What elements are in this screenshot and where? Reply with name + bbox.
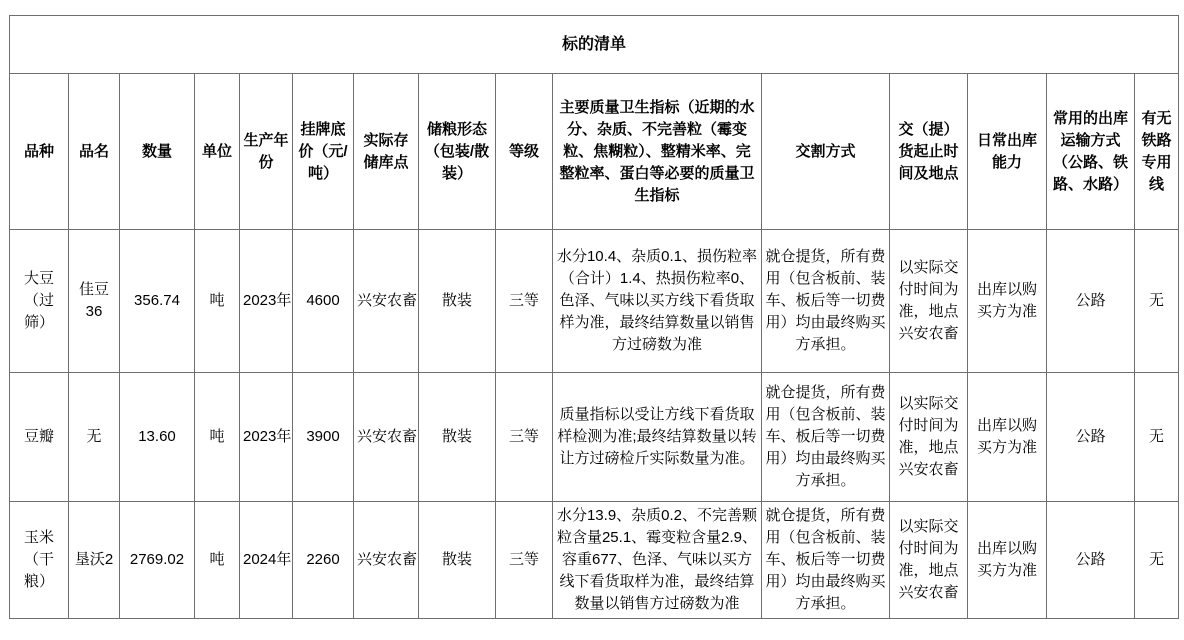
cell-unit: 吨 (195, 502, 240, 619)
col-header-railway-line: 有无铁路专用线 (1135, 74, 1179, 230)
cell-quantity: 356.74 (120, 230, 195, 373)
cell-variety: 豆瓣 (10, 373, 69, 502)
col-header-production-year: 生产年份 (240, 74, 293, 230)
cell-daily-outbound-capacity: 出库以购买方为准 (968, 230, 1047, 373)
cell-transport-method: 公路 (1047, 230, 1135, 373)
cell-production-year: 2023年 (240, 230, 293, 373)
cell-product-name: 佳豆36 (69, 230, 120, 373)
col-header-product-name: 品名 (69, 74, 120, 230)
cell-transport-method: 公路 (1047, 373, 1135, 502)
cell-production-year: 2024年 (240, 502, 293, 619)
col-header-grade: 等级 (496, 74, 553, 230)
col-header-unit: 单位 (195, 74, 240, 230)
cell-daily-outbound-capacity: 出库以购买方为准 (968, 502, 1047, 619)
cell-grade: 三等 (496, 502, 553, 619)
cell-pickup-time-location: 以实际交付时间为准，地点兴安农畜 (890, 502, 968, 619)
cell-delivery-method: 就仓提货，所有费用（包含板前、装车、板后等一切费用）均由最终购买方承担。 (762, 502, 890, 619)
cell-variety: 大豆（过筛） (10, 230, 69, 373)
cell-quantity: 13.60 (120, 373, 195, 502)
cell-product-name: 垦沃2 (69, 502, 120, 619)
col-header-base-price: 挂牌底价（元/吨） (293, 74, 354, 230)
table-row-soybean (10, 230, 1179, 373)
col-header-delivery-method: 交割方式 (762, 74, 890, 230)
cell-grade: 三等 (496, 373, 553, 502)
cell-grade: 三等 (496, 230, 553, 373)
listing-table (9, 15, 1179, 619)
cell-storage-form: 散装 (419, 502, 496, 619)
cell-product-name: 无 (69, 373, 120, 502)
col-header-quantity: 数量 (120, 74, 195, 230)
cell-quality-indicators: 水分13.9、杂质0.2、不完善颗粒含量25.1、霉变粒含量2.9、容重677、色泽、气味以买方线下看货取样为准，最终结算数量以销售方过磅数为准 (553, 502, 762, 619)
table-title: 标的清单 (10, 16, 1179, 74)
cell-production-year: 2023年 (240, 373, 293, 502)
col-header-storage-form: 储粮形态（包装/散装） (419, 74, 496, 230)
cell-variety: 玉米（干粮） (10, 502, 69, 619)
cell-storage-location: 兴安农畜 (354, 230, 419, 373)
cell-storage-location: 兴安农畜 (354, 373, 419, 502)
cell-quality-indicators: 水分10.4、杂质0.1、损伤粒率（合计）1.4、热损伤粒率0、色泽、气味以买方线下看货取样为准，最终结算数量以销售方过磅数为准 (553, 230, 762, 373)
cell-railway-line: 无 (1135, 373, 1179, 502)
cell-quantity: 2769.02 (120, 502, 195, 619)
cell-unit: 吨 (195, 230, 240, 373)
cell-railway-line: 无 (1135, 502, 1179, 619)
cell-transport-method: 公路 (1047, 502, 1135, 619)
col-header-daily-outbound-capacity: 日常出库能力 (968, 74, 1047, 230)
cell-storage-form: 散装 (419, 373, 496, 502)
col-header-storage-location: 实际存储库点 (354, 74, 419, 230)
col-header-quality-indicators: 主要质量卫生指标（近期的水分、杂质、不完善粒（霉变粒、焦糊粒）、整精米率、完整粒率、蛋白等必要的质量卫生指标 (553, 74, 762, 230)
cell-delivery-method: 就仓提货，所有费用（包含板前、装车、板后等一切费用）均由最终购买方承担。 (762, 230, 890, 373)
cell-base-price: 2260 (293, 502, 354, 619)
cell-railway-line: 无 (1135, 230, 1179, 373)
cell-quality-indicators: 质量指标以受让方线下看货取样检测为准;最终结算数量以转让方过磅检斤实际数量为准。 (553, 373, 762, 502)
cell-storage-location: 兴安农畜 (354, 502, 419, 619)
table-row-corn (10, 502, 1179, 619)
col-header-pickup-time-location: 交（提）货起止时间及地点 (890, 74, 968, 230)
table-row-bean-petal (10, 373, 1179, 502)
cell-unit: 吨 (195, 373, 240, 502)
cell-base-price: 3900 (293, 373, 354, 502)
col-header-transport-methods: 常用的出库运输方式（公路、铁路、水路） (1047, 74, 1135, 230)
col-header-variety: 品种 (10, 74, 69, 230)
cell-storage-form: 散装 (419, 230, 496, 373)
cell-pickup-time-location: 以实际交付时间为准，地点兴安农畜 (890, 373, 968, 502)
cell-base-price: 4600 (293, 230, 354, 373)
cell-daily-outbound-capacity: 出库以购买方为准 (968, 373, 1047, 502)
cell-delivery-method: 就仓提货，所有费用（包含板前、装车、板后等一切费用）均由最终购买方承担。 (762, 373, 890, 502)
cell-pickup-time-location: 以实际交付时间为准，地点兴安农畜 (890, 230, 968, 373)
